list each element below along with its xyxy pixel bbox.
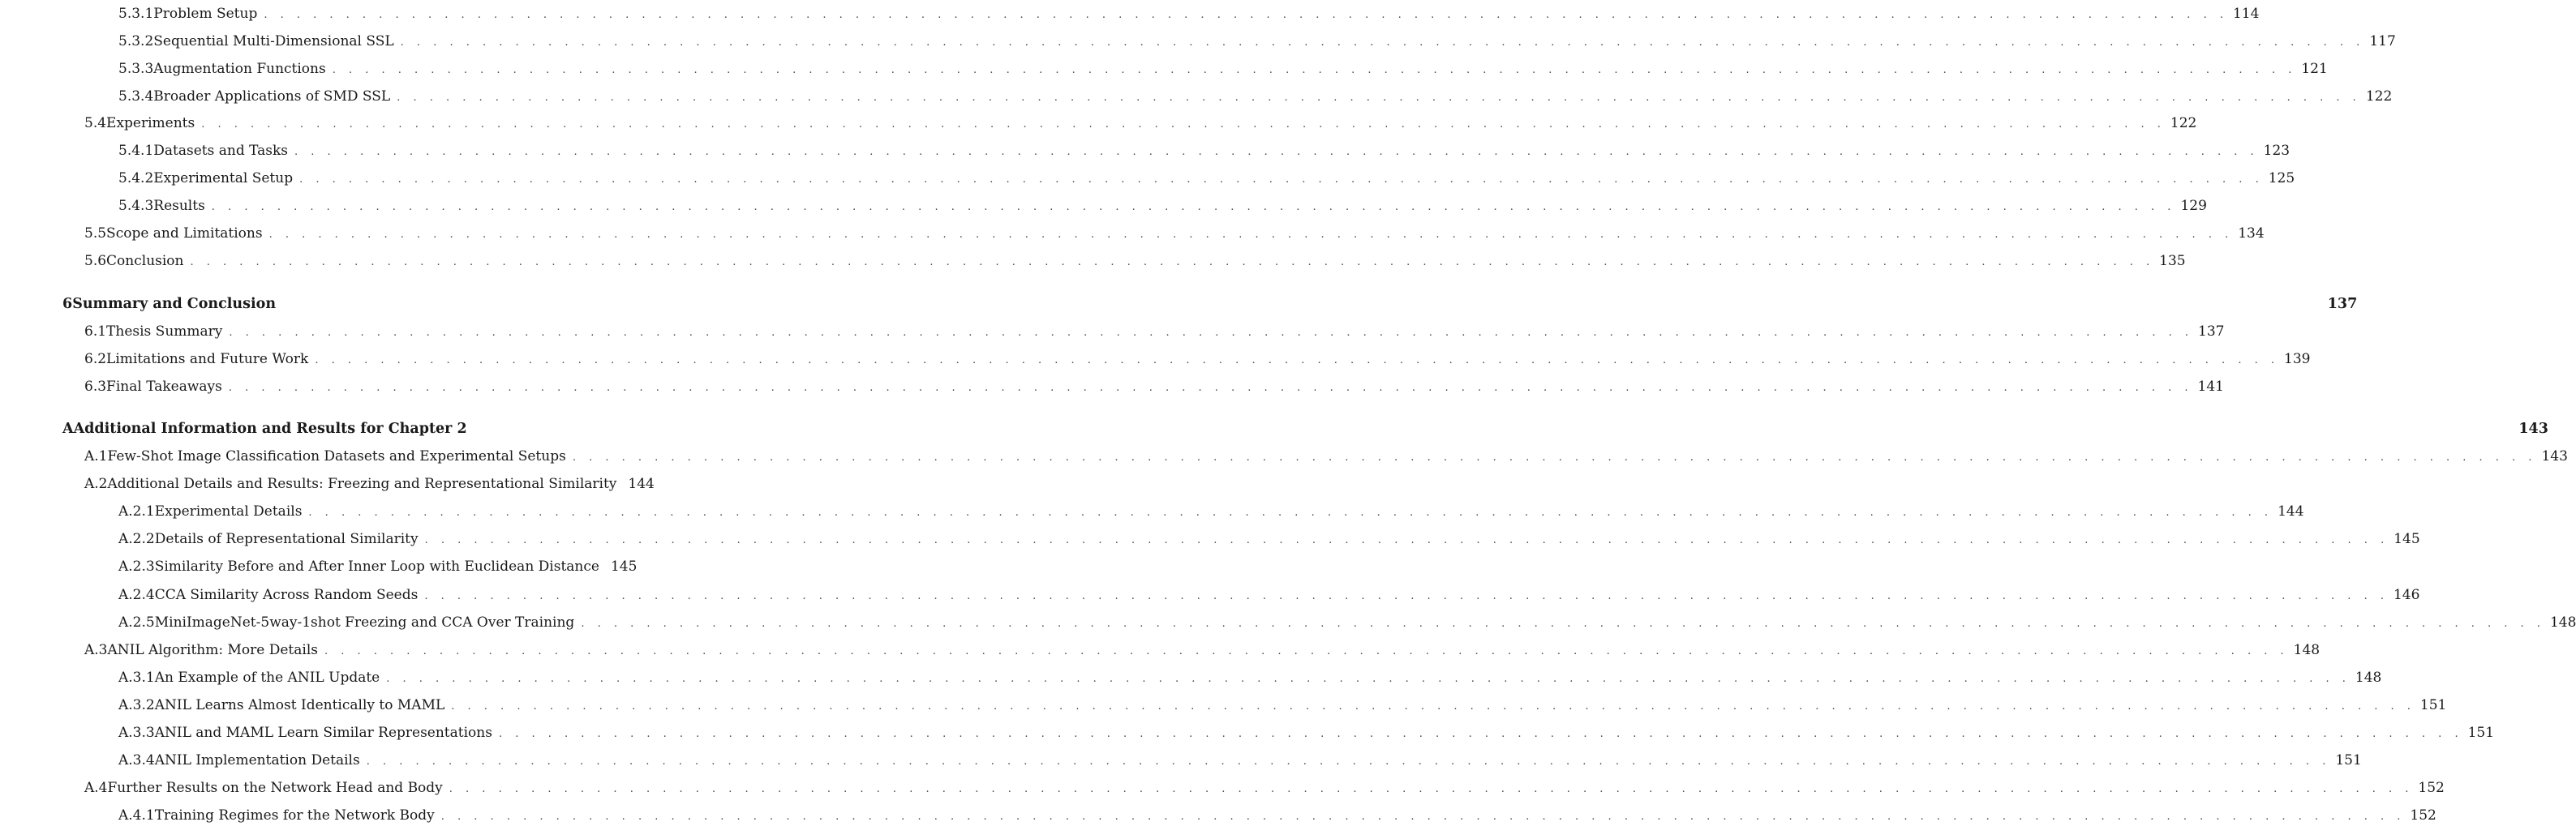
toc-entry-title: Experimental Details (154, 503, 303, 520)
toc-entry[interactable] (118, 32, 2396, 51)
toc-entry-page: 146 (2393, 587, 2420, 603)
toc-entry-page: 151 (2467, 725, 2495, 741)
dot-leader: . . . . . . . . . . . . . . . . . . . . . . . . . . . . . . . . . . . . . . . . . . . . . . . . . . . . . . . . . . . . . . . . . . . . . . . . . . . . . . . . . . . . . . . . . . . . . . . . . . . . . . . . . . . . . . . . . . . . . . . . (572, 452, 2537, 464)
toc-entry[interactable] (118, 502, 2304, 521)
dot-leader: . . . . . . . . . . . . . . . . . . . . . . . . . . . . . . . . . . . . . . . . . . . . . . . . . . . . . . . . . . . . . . . . . . . . . . . . . . . . . . . . . . . . . . . . . . . . . . . . . . . . . . . . . . . . . . . . . . . . . . . . (229, 327, 2194, 339)
toc-entry[interactable] (118, 696, 2447, 715)
toc-entry-number: 5.6 (84, 253, 107, 269)
toc-entry-page: 122 (2170, 115, 2197, 131)
toc-entry[interactable] (118, 751, 2362, 770)
toc-entry[interactable] (118, 529, 2420, 549)
dot-leader: . . . . . . . . . . . . . . . . . . . . . . . . . . . . . . . . . . . . . . . . . . . . . . . . . . . . . . . . . . . . . . . . . . . . . . . . . . . . . . . . . . . . . . . . . . . . . . . . . . . . . . . . . . . . . . . . . . . . . . . . (581, 618, 2545, 630)
dot-leader: . . . . . . . . . . . . . . . . . . . . . . . . . . . . . . . . . . . . . . . . . . . . . . . . . . . . . . . . . . . . . . . . . . . . . . . . . . . . . . . . . . . . . . . . . . . . . . . . . . . . . . . . . . . . . . . . . . . . . . . . (315, 354, 2279, 366)
dot-leader: . . . . . . . . . . . . . . . . . . . . . . . . . . . . . . . . . . . . . . . . . . . . . . . . . . . . . . . . . . . . . . . . . . . . . . . . . . . . . . . . . . . . . . . . . . . . . . . . . . . . . . . . . . . . . . . . . . . . . . . . (211, 201, 2176, 213)
toc-entry-page: 122 (2365, 88, 2393, 105)
toc-entry[interactable] (118, 723, 2495, 743)
toc-entry-number: 5.3.2 (118, 33, 154, 49)
toc-entry[interactable] (118, 557, 638, 576)
dot-leader: . . . . . . . . . . . . . . . . . . . . . . . . . . . . . . . . . . . . . . . . . . . . . . . . . . . . . . . . . . . . . . . . . . . . . . . . . . . . . . . . . . . . . . . . . . . . . . . . . . . . . . . . . . . . . . . . . . . . . . . . (397, 92, 2361, 104)
dot-leader: . . . . . . . . . . . . . . . . . . . . . . . . . . . . . . . . . . . . . . . . . . . . . . . . . . . . . . . . . . . . . . . . . . . . . . . . . . . . . . . . . . . . . . . . . . . . . . . . . . . . . . . . . . . . . . . . . . . . . . . . (228, 382, 2193, 394)
toc-entry-title: Similarity Before and After Inner Loop with Euclidean Distance (154, 559, 599, 575)
dot-leader: . . . . . . . . . . . . . . . . . . . . . . . . . . . . . . . . . . . . . . . . . . . . . . . . . . . . . . . . . . . . . . . . . . . . . . . . . . . . . . . . . . . . . . . . . . . . . . . . . . . . . . . . . . . . . . . . . . . . . . . . (440, 811, 2406, 823)
dot-leader: . . . . . . . . . . . . . . . . . . . . . . . . . . . . . . . . . . . . . . . . . . . . . . . . . . . . . . . . . . . . . . . . . . . . . . . . . . . . . . . . . . . . . . . . . . . . . . . . . . . . . . . . . . . . . . . . . . . . . . . . (332, 64, 2297, 76)
toc-entry[interactable] (118, 4, 2260, 24)
dot-leader: . . . . . . . . . . . . . . . . . . . . . . . . . . . . . . . . . . . . . . . . . . . . . . . . . . . . . . . . . . . . . . . . . . . . . . . . . . . . . . . . . . . . . . . . . . . . . . . . . . . . . . . . . . . . . . . . . . . . . . . . (400, 36, 2365, 49)
toc-entry-page: 141 (2197, 379, 2224, 395)
toc-entry-page: 144 (2278, 503, 2304, 520)
dot-leader: . . . . . . . . . . . . . . . . . . . . . . . . . . . . . . . . . . . . . . . . . . . . . . . . . . . . . . . . . . . . . . . . . . . . . . . . . . . . . . . . . . . . . . . . . . . . . . . . . . . . . . . . . . . . . . . . . . . . . . . . (366, 756, 2331, 768)
toc-entry-number: A.3.2 (118, 697, 155, 713)
toc-entry-number: 5.4.2 (118, 170, 154, 186)
toc-entry[interactable] (118, 585, 2420, 605)
toc-entry-title: Thesis Summary (106, 323, 223, 340)
toc-entry-title: Problem Setup (153, 6, 258, 22)
toc-entry-number: 5.4 (84, 115, 107, 131)
toc-entry-page: 143 (2518, 421, 2548, 437)
dot-leader: . . . . . . . . . . . . . . . . . . . . . . . . . . . . . . . . . . . . . . . . . . . . . . . . . . . . . . . . . . . . . . . . . . . . . . . . . . . . . . . . . . . . . . . . . . . . . . . . . . . . . . . . . . . . . . . . . . . . . . . . (324, 645, 2289, 657)
toc-entry[interactable] (118, 806, 2436, 825)
toc-entry-title: Few-Shot Image Classification Datasets and Experimental Setups (107, 448, 566, 464)
toc-entry-page: 137 (2327, 296, 2358, 312)
toc-entry-number: 6 (62, 296, 73, 312)
toc-entry-number: A.2.2 (118, 531, 155, 547)
toc-entry-title: Training Regimes for the Network Body (154, 807, 435, 824)
dot-leader: . . . . . . . . . . . . . . . . . . . . . . . . . . . . . . . . . . . . . . . . . . . . . . . . . . . . . . . . . . . . . . . . . . . . . . . . . . . . . . . . . . . . . . . . . . . . . . . . . . . . . . . . . . . . . . . . . . . . . . . . (424, 534, 2389, 546)
toc-entry-page: 152 (2410, 807, 2436, 824)
toc-entry[interactable] (84, 322, 2225, 341)
toc-entry-page: 145 (610, 559, 638, 575)
dot-leader: . . . . . . . . . . . . . . . . . . . . . . . . . . . . . . . . . . . . . . . . . . . . . . . . . . . . . . . . . . . . . . . . . . . . . . . . . . . . . . . . . . . . . . . . . . . . . . . . . . . . . . . . . . . . . . . . . . . . . . . . (498, 728, 2463, 740)
toc-entry-title: An Example of the ANIL Update (154, 670, 380, 686)
toc-entry-number: A (62, 421, 74, 437)
toc-entry-title: Experiments (106, 115, 195, 131)
toc-entry[interactable] (118, 668, 2382, 687)
toc-entry[interactable] (84, 447, 2568, 466)
toc-entry-page: 117 (2369, 33, 2396, 49)
toc-entry-number: 6.2 (84, 351, 107, 367)
dot-leader: . . . . . . . . . . . . . . . . . . . . . . . . . . . . . . . . . . . . . . . . . . . . . . . . . . . . . . . . . . . . . . . . . . . . . . . . . . . . . . . . . . . . . . . . . . . . . . . . . . . . . . . . . . . . . . . . . . . . . . . . (424, 590, 2389, 602)
toc-entry-title: Final Takeaways (106, 379, 222, 395)
dot-leader: . . . . . . . . . . . . . . . . . . . . . . . . . . . . . . . . . . . . . . . . . . . . . . . . . . . . . . . . . . . . . . . . . . . . . . . . . . . . . . . . . . . . . . . . . . . . . . . . . . . . . . . . . . . . . . . . . . . . . . . . (386, 673, 2351, 685)
toc-entry-number: 5.3.1 (118, 6, 154, 22)
toc-entry-title: Details of Representational Similarity (154, 531, 419, 547)
toc-entry-title: ANIL and MAML Learn Similar Representations (154, 725, 492, 741)
toc-entry-page: 152 (2418, 780, 2445, 796)
toc-entry-title: ANIL Algorithm: More Details (107, 642, 318, 658)
dot-leader: . . . . . . . . . . . . . . . . . . . . . . . . . . . . . . . . . . . . . . . . . . . . . . . . . . . . . . . . . . . . . . . . . . . . . . . . . . . . . . . . . . . . . . . . . . . . . . . . . . . . . . . . . . . . . . . . . . . . . . . . (308, 507, 2273, 519)
toc-entry-title: Further Results on the Network Head and Body (107, 780, 443, 796)
toc-entry[interactable] (84, 778, 2445, 798)
toc-entry-title: Summary and Conclusion (72, 296, 277, 312)
toc-entry-page: 139 (2284, 351, 2311, 367)
toc-entry[interactable] (84, 113, 2197, 133)
toc-entry-page: 148 (2549, 614, 2576, 631)
toc-entry-title: Conclusion (106, 253, 184, 269)
toc-entry-number: 5.4.3 (118, 198, 154, 214)
dot-leader: . . . . . . . . . . . . . . . . . . . . . . . . . . . . . . . . . . . . . . . . . . . . . . . . . . . . . . . . . . . . . . . . . . . . . . . . . . . . . . . . . . . . . . . . . . . . . . . . . . . . . . . . . . . . . . . . . . . . . . . . (294, 146, 2259, 158)
toc-entry-number: A.3.3 (118, 725, 155, 741)
toc-entry[interactable] (62, 294, 2358, 314)
toc-entry-title: CCA Similarity Across Random Seeds (154, 587, 419, 603)
toc-entry[interactable] (84, 640, 2321, 660)
toc-entry-page: 144 (628, 476, 655, 492)
toc-entry-page: 145 (2394, 531, 2420, 547)
toc-entry-title: MiniImageNet-5way-1shot Freezing and CCA Over Training (154, 614, 575, 631)
dot-leader: . . . . . . . . . . . . . . . . . . . . . . . . . . . . . . . . . . . . . . . . . . . . . . . . . . . . . . . . . . . . . . . . . . . . . . . . . . . . . . . . . . . . . . . . . . . . . . . . . . . . . . . . . . . . . . . . . . . . . . . . (299, 173, 2264, 186)
toc-entry-title: Broader Applications of SMD SSL (153, 88, 391, 105)
toc-entry-page: 123 (2263, 143, 2290, 159)
toc-entry-number: 5.3.4 (118, 88, 154, 105)
toc-entry-number: 6.3 (84, 379, 107, 395)
toc-entry-number: 5.3.3 (118, 61, 154, 77)
toc-entry-title: ANIL Implementation Details (154, 752, 360, 768)
dot-leader: . . . . . . . . . . . . . . . . . . . . . . . . . . . . . . . . . . . . . . . . . . . . . . . . . . . . . . . . . . . . . . . . . . . . . . . . . . . . . . . . . . . . . . . . . . . . . . . . . . . . . . . . . . . . . . . . . . . . . . . . (449, 783, 2414, 795)
toc-entry-title: Datasets and Tasks (153, 143, 289, 159)
toc-entry-page: 148 (2293, 642, 2321, 658)
toc-entry[interactable] (84, 251, 2186, 271)
toc-entry-number: A.2.5 (118, 614, 155, 631)
toc-entry-title: Additional Information and Results for Chapter 2 (73, 421, 467, 437)
toc-entry-number: A.3.1 (118, 670, 155, 686)
toc-entry[interactable] (118, 87, 2393, 106)
toc-entry[interactable] (62, 419, 2548, 439)
toc-entry-number: 5.5 (84, 225, 107, 242)
toc-entry[interactable] (84, 377, 2224, 396)
toc-entry-number: A.3 (84, 642, 108, 658)
toc-entry-title: Sequential Multi-Dimensional SSL (153, 33, 394, 49)
toc-entry-page: 151 (2335, 752, 2362, 768)
toc-entry-title: ANIL Learns Almost Identically to MAML (154, 697, 445, 713)
toc-entry-number: 5.4.1 (118, 143, 154, 159)
toc-entry[interactable] (118, 59, 2328, 79)
toc-entry-title: Additional Details and Results: Freezing and Representational Similarity (107, 476, 617, 492)
toc-entry[interactable] (118, 613, 2576, 632)
dot-leader: . . . . . . . . . . . . . . . . . . . . . . . . . . . . . . . . . . . . . . . . . . . . . . . . . . . . . . . . . . . . . . . . . . . . . . . . . . . . . . . . . . . . . . . . . . . . . . . . . . . . . . . . . . . . . . . . . . . . . . . . (268, 229, 2234, 241)
toc-entry-page: 148 (2355, 670, 2382, 686)
toc-entry-title: Experimental Setup (153, 170, 294, 186)
dot-leader: . . . . . . . . . . . . . . . . . . . . . . . . . . . . . . . . . . . . . . . . . . . . . . . . . . . . . . . . . . . . . . . . . . . . . . . . . . . . . . . . . . . . . . . . . . . . . . . . . . . . . . . . . . . . . . . . . . . . . . . . (451, 700, 2415, 713)
toc-entry-page: 137 (2198, 323, 2225, 340)
toc-entry-number: A.4 (84, 780, 108, 796)
dot-leader: . . . . . . . . . . . . . . . . . . . . . . . . . . . . . . . . . . . . . . . . . . . . . . . . . . . . . . . . . . . . . . . . . . . . . . . . . . . . . . . . . . . . . . . . . . . . . . . . . . . . . . . . . . . . . . . . . . . . . . . . (190, 256, 2155, 268)
toc-entry-page: 114 (2232, 6, 2260, 22)
toc-entry-number: A.4.1 (118, 807, 155, 824)
toc-entry-title: Results (153, 198, 205, 214)
toc-entry-number: A.1 (84, 448, 108, 464)
toc-entry[interactable] (118, 141, 2290, 161)
toc-entry-page: 129 (2180, 198, 2207, 214)
toc-entry-number: A.3.4 (118, 752, 155, 768)
toc-entry[interactable] (84, 474, 655, 494)
toc-entry-page: 121 (2301, 61, 2328, 77)
dot-leader: . . . . . . . . . . . . . . . . . . . . . . . . . . . . . . . . . . . . . . . . . . . . . . . . . . . . . . . . . . . . . . . . . . . . . . . . . . . . . . . . . . . . . . . . . . . . . . . . . . . . . . . . . . . . . . . . . . . . . . . . (201, 118, 2166, 131)
toc-entry-page: 135 (2159, 253, 2186, 269)
toc-entry-number: A.2 (84, 476, 108, 492)
toc-entry-page: 143 (2541, 448, 2568, 464)
toc-entry-title: Augmentation Functions (153, 61, 326, 77)
toc-entry-page: 134 (2238, 225, 2265, 242)
toc-entry-page: 151 (2419, 697, 2447, 713)
dot-leader: . . . . . . . . . . . . . . . . . . . . . . . . . . . . . . . . . . . . . . . . . . . . . . . . . . . . . . . . . . . . . . . . . . . . . . . . . . . . . . . . . . . . . . . . . . . . . . . . . . . . . . . . . . . . . . . . . . . . . . . . (264, 9, 2228, 21)
toc-entry[interactable] (84, 349, 2311, 369)
toc-entry-title: Scope and Limitations (106, 225, 263, 242)
toc-entry-title: Limitations and Future Work (106, 351, 309, 367)
toc-entry-number: A.2.4 (118, 587, 155, 603)
toc-entry-number: 6.1 (84, 323, 107, 340)
toc-entry[interactable] (84, 224, 2265, 243)
toc-entry-number: A.2.1 (118, 503, 155, 520)
toc-entry[interactable] (118, 196, 2207, 216)
toc-entry[interactable] (118, 169, 2295, 188)
toc-entry-number: A.2.3 (118, 559, 155, 575)
toc-entry-page: 125 (2268, 170, 2295, 186)
